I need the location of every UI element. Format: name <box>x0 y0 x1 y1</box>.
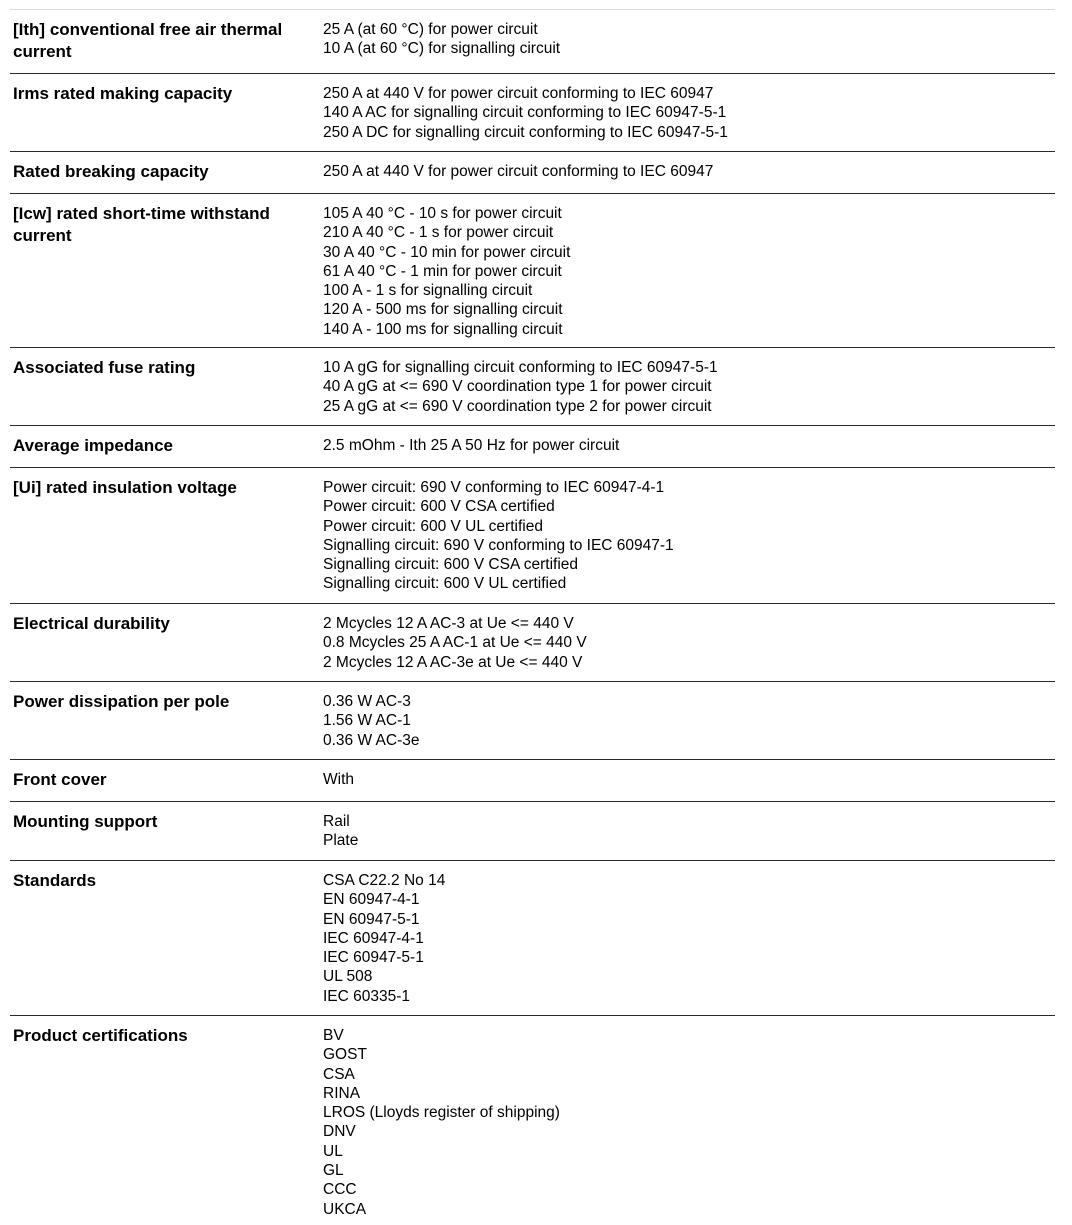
spec-value: Rail <box>323 813 350 830</box>
row-divider <box>10 801 1055 802</box>
spec-value: GL <box>323 1162 344 1180</box>
spec-value: 0.36 W AC-3e <box>323 731 420 749</box>
spec-row <box>10 83 1055 152</box>
spec-value: UL <box>323 1142 343 1160</box>
spec-values <box>323 478 1043 594</box>
spec-value: 120 A - 500 ms for signalling circuit <box>323 301 563 319</box>
spec-values <box>323 436 1043 455</box>
spec-values <box>323 692 1043 750</box>
top-divider <box>10 9 1055 10</box>
spec-value: CSA <box>323 1065 355 1083</box>
spec-value: 61 A 40 °C - 1 min for power circuit <box>323 262 562 280</box>
spec-value: IEC 60947-5-1 <box>323 949 424 967</box>
spec-value: IEC 60947-4-1 <box>323 929 424 947</box>
spec-label: Power dissipation per pole <box>13 692 230 711</box>
spec-row <box>10 769 1055 802</box>
spec-value: GOST <box>323 1046 367 1064</box>
spec-row <box>10 435 1055 468</box>
spec-label: Average impedance <box>13 436 173 455</box>
spec-value: Signalling circuit: 600 V UL certified <box>323 575 567 593</box>
row-divider <box>10 759 1055 760</box>
spec-value: 10 A (at 60 °C) for signalling circuit <box>323 40 561 58</box>
spec-row <box>10 357 1055 426</box>
spec-values <box>323 20 1043 59</box>
spec-row <box>10 1025 1055 1225</box>
spec-value: 100 A - 1 s for signalling circuit <box>323 282 533 300</box>
spec-label: Associated fuse rating <box>13 358 196 377</box>
spec-value: IEC 60335-1 <box>323 987 411 1005</box>
spec-value: 140 A AC for signalling circuit conforming to IEC 60947-5-1 <box>323 104 727 122</box>
spec-value: Power circuit: 600 V UL certified <box>323 517 543 535</box>
row-divider <box>10 1015 1055 1016</box>
row-divider <box>10 151 1055 152</box>
spec-row <box>10 613 1055 682</box>
spec-value: 250 A DC for signalling circuit conforming to IEC 60947-5-1 <box>323 123 728 141</box>
spec-value: 105 A 40 °C - 10 s for power circuit <box>323 205 562 222</box>
spec-value: 10 A gG for signalling circuit conforming to IEC 60947-5-1 <box>323 359 718 376</box>
spec-value: 25 A gG at <= 690 V coordination type 2 for power circuit <box>323 397 712 415</box>
spec-label: [Ith] conventional free air thermal current <box>13 20 283 61</box>
spec-value: 250 A at 440 V for power circuit conforming to IEC 60947 <box>323 85 714 102</box>
spec-value: 250 A at 440 V for power circuit conforming to IEC 60947 <box>323 163 714 180</box>
row-divider <box>10 193 1055 194</box>
spec-label: Irms rated making capacity <box>13 84 233 103</box>
spec-values <box>323 812 1043 851</box>
spec-value: 210 A 40 °C - 1 s for power circuit <box>323 224 554 242</box>
spec-label: [Icw] rated short-time withstand current <box>13 204 270 245</box>
spec-values <box>323 84 1043 142</box>
spec-label: Standards <box>13 871 97 890</box>
spec-row <box>10 203 1055 348</box>
row-divider <box>10 860 1055 861</box>
spec-value: BV <box>323 1027 344 1044</box>
spec-label: [Ui] rated insulation voltage <box>13 478 237 497</box>
spec-value: Power circuit: 600 V CSA certified <box>323 498 555 516</box>
spec-value: DNV <box>323 1123 356 1141</box>
spec-value: 30 A 40 °C - 10 min for power circuit <box>323 243 571 261</box>
row-divider <box>10 73 1055 74</box>
spec-label: Mounting support <box>13 812 158 831</box>
spec-value: UL 508 <box>323 968 373 986</box>
spec-value: Plate <box>323 832 359 850</box>
spec-value: 40 A gG at <= 690 V coordination type 1 for power circuit <box>323 378 712 396</box>
spec-values <box>323 871 1043 1006</box>
spec-label: Product certifications <box>13 1026 188 1045</box>
spec-row <box>10 811 1055 861</box>
spec-value: 2.5 mOhm - Ith 25 A 50 Hz for power circuit <box>323 437 620 454</box>
spec-values <box>323 770 1043 789</box>
spec-value: Signalling circuit: 690 V conforming to IEC 60947-1 <box>323 536 674 554</box>
spec-value: RINA <box>323 1084 361 1102</box>
spec-value: 2 Mcycles 12 A AC-3 at Ue <= 440 V <box>323 615 574 632</box>
spec-values <box>323 358 1043 416</box>
spec-value: EN 60947-5-1 <box>323 910 420 928</box>
row-divider <box>10 467 1055 468</box>
spec-label: Rated breaking capacity <box>13 162 209 181</box>
spec-values <box>323 1026 1043 1219</box>
row-divider <box>10 681 1055 682</box>
spec-value: With <box>323 771 354 788</box>
spec-value: Power circuit: 690 V conforming to IEC 60947-4-1 <box>323 479 665 496</box>
spec-value: 140 A - 100 ms for signalling circuit <box>323 320 563 338</box>
spec-value: CCC <box>323 1181 357 1199</box>
row-divider <box>10 425 1055 426</box>
spec-row <box>10 161 1055 194</box>
spec-values <box>323 162 1043 181</box>
spec-values <box>323 204 1043 339</box>
spec-value: 0.36 W AC-3 <box>323 693 411 710</box>
spec-row <box>10 870 1055 1016</box>
spec-values <box>323 614 1043 672</box>
spec-row <box>10 691 1055 760</box>
spec-label: Electrical durability <box>13 614 170 633</box>
row-divider <box>10 603 1055 604</box>
spec-value: EN 60947-4-1 <box>323 891 420 909</box>
spec-value: CSA C22.2 No 14 <box>323 872 446 889</box>
spec-value: 0.8 Mcycles 25 A AC-1 at Ue <= 440 V <box>323 634 587 652</box>
spec-value: LROS (Lloyds register of shipping) <box>323 1104 560 1122</box>
spec-row <box>10 477 1055 604</box>
spec-value: Signalling circuit: 600 V CSA certified <box>323 556 579 574</box>
row-divider <box>10 347 1055 348</box>
spec-value: 1.56 W AC-1 <box>323 712 411 730</box>
spec-value: 2 Mcycles 12 A AC-3e at Ue <= 440 V <box>323 653 583 671</box>
spec-value: 25 A (at 60 °C) for power circuit <box>323 21 538 38</box>
spec-row <box>10 19 1055 74</box>
spec-value: UKCA <box>323 1200 367 1218</box>
spec-label: Front cover <box>13 770 107 789</box>
